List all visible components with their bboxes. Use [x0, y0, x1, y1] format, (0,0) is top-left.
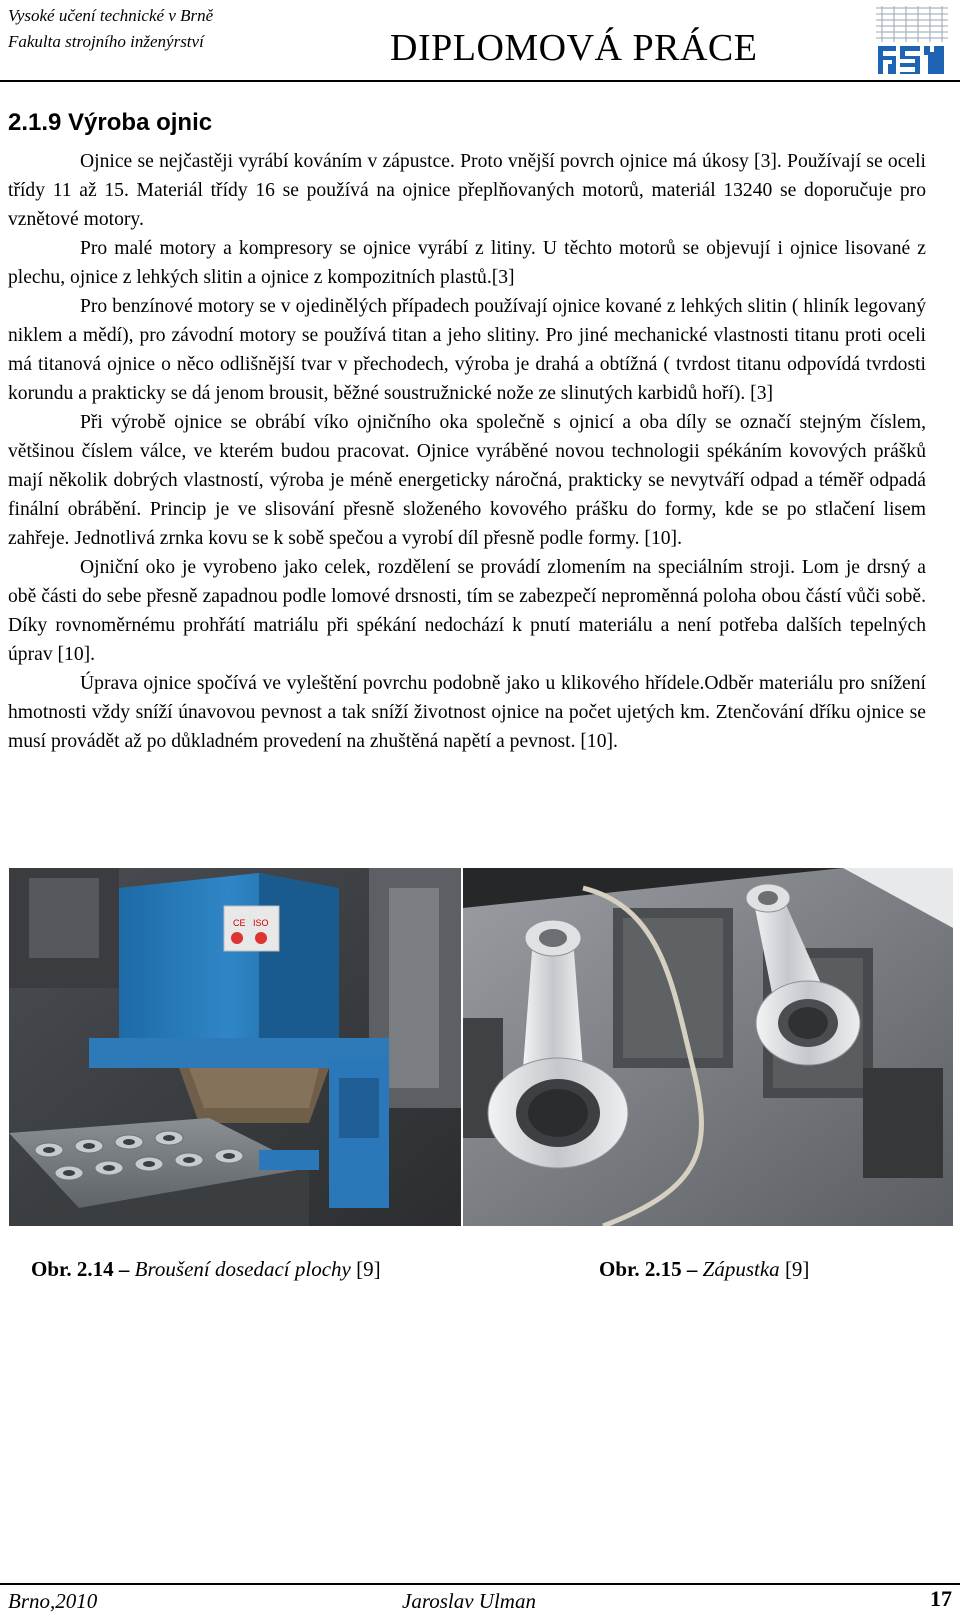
footer-divider — [0, 1583, 960, 1585]
header-title: DIPLOMOVÁ PRÁCE — [390, 27, 758, 69]
fsi-logo-icon — [872, 4, 952, 78]
paragraph-5: Ojniční oko je vyrobeno jako celek, rozdělení se provádí zlomením na speciálním stroji. Lom je drsný a obě části do sebe přesně zapadnou podle lomové drsnosti, tím se zabezpečí neproměnná poloha obou částí vůči sobě. Díky rovnoměrnému prohřátí matriálu při spékání nedochází k pnutí materiálu a není potřeba dalších tepelných úprav [10]. — [8, 557, 926, 665]
figure-dash: – — [681, 1257, 703, 1281]
figure-caption-text: Broušení dosedací plochy — [134, 1257, 351, 1281]
paragraph-1: Ojnice se nejčastěji vyrábí kováním v zápustce. Proto vnější povrch ojnice má úkosy [3]. Používají se oceli třídy 11 až 15. Materiál třídy 16 se používá na ojnice přeplňovaných motorů, materiál 13240 se doporučuje pro vznětové motory. — [8, 151, 926, 230]
footer-place-year: Brno,2010 — [8, 1589, 98, 1613]
figure-caption-text: Zápustka — [702, 1257, 780, 1281]
paragraph-4: Při výrobě ojnice se obrábí víko ojničního oka společně s ojnicí a oba díly se označí stejným číslem, většinou číslem válce, ve kterém budou pracovat. Ojnice vyráběné novou technologii spékáním kovových prášků mají několik dobrých vlastností, výroba je méně energeticky náročná, prakticky se nevytváří odpad a téměř odpadá finální obrábění. Princip je ve slisování přesně složeného kovového prášku do formy, kde se po stlačení lisem zahřeje. Jednotlivá zrnka kovu se k sobě spečou a vyrobí díl přesně podle formy. [10]. — [8, 412, 926, 549]
paragraph-6: Úprava ojnice spočívá ve vyleštění povrchu podobně jako u klikového hřídele.Odběr materiálu pro snížení hmotnosti vždy sníží únavovou pevnost a tak sníží životnost ojnice na počet ujetých km. Ztenčování dříku ojnice se musí provádět až po důkladném provedení na zhuštěná napětí a pevnost. [10]. — [8, 673, 926, 752]
figure-2-14-photo — [9, 868, 461, 1226]
header-divider — [0, 80, 960, 82]
body-text — [8, 147, 926, 756]
figure-2-15-caption — [599, 1255, 809, 1283]
page-number: 17 — [930, 1586, 952, 1611]
paragraph-2: Pro malé motory a kompresory se ojnice vyrábí z litiny. U těchto motorů se objevují i ojnice lisované z plechu, ojnice z lehkých slitin a ojnice z kompozitních plastů.[3] — [8, 238, 926, 288]
figure-2-14-caption — [31, 1255, 381, 1283]
page-header — [0, 0, 960, 82]
stamp-ce: CE — [233, 918, 246, 928]
footer-author: Jaroslav Ulman — [402, 1589, 536, 1613]
logo-text: FSI — [912, 70, 914, 71]
figure-dash: – — [113, 1257, 135, 1281]
header-university: Vysoké učení technické v Brně — [8, 6, 214, 25]
header-faculty: Fakulta strojního inženýrství — [8, 32, 204, 51]
figure-reference: [9] — [350, 1257, 381, 1281]
figure-number: Obr. 2.15 — [599, 1257, 682, 1281]
figure-2-15-photo — [463, 868, 953, 1226]
figure-number: Obr. 2.14 — [31, 1257, 114, 1281]
paragraph-3: Pro benzínové motory se v ojedinělých případech používají ojnice kované z lehkých slitin ( hliník legovaný niklem a mědí), pro závodní motory se používá titan a jeho slitiny. Pro jiné mechanické vlastnosti titanu proti oceli má titanová ojnice o něco odlišnější tvar v přechodech, výroba je drahá a obtížná ( tvrdost titanu odpovídá tvrdosti korundu a prakticky se dá jenom brousit, běžné soustružnické nože ze slinutých karbidů hoří). [3] — [8, 296, 926, 404]
figure-reference: [9] — [779, 1257, 810, 1281]
stamp-iso: ISO — [253, 918, 269, 928]
section-title: 2.1.9 Výroba ojnic — [8, 109, 213, 136]
